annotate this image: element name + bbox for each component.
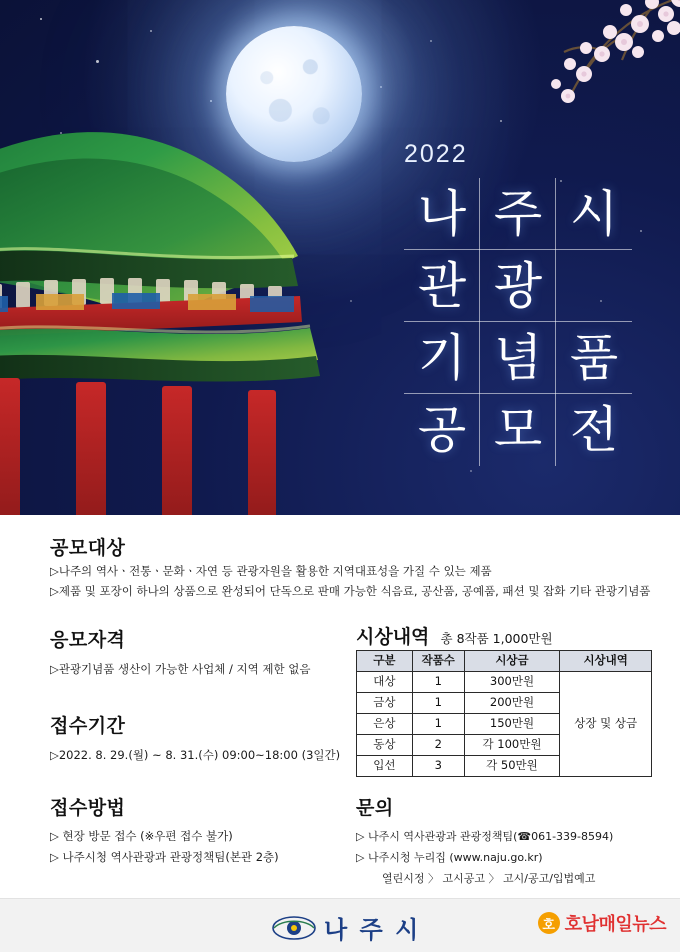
qualification-line-1: ▷관광기념품 생산이 가능한 사업체 / 지역 제한 없음 xyxy=(50,662,311,676)
title-char-8: 념 xyxy=(480,322,556,394)
hanok-temple-roof-illustration xyxy=(0,60,450,515)
city-name-label: 나 주 시 xyxy=(324,916,421,944)
poster-title-grid xyxy=(404,178,632,466)
press-name-label: 호남매일뉴스 xyxy=(564,914,666,935)
method-line-1: ▷ 현장 방문 접수 (※우편 접수 불가) xyxy=(50,829,233,843)
target-line-1: ▷나주의 역사ㆍ전통ㆍ문화ㆍ자연 등 관광자원을 활용한 지역대표성을 가질 수 있는 제품 xyxy=(50,564,492,578)
awards-col-note: 시상내역 xyxy=(560,651,652,672)
press-logo xyxy=(538,910,666,936)
section-heading-period: 접수기간 xyxy=(50,715,126,737)
awards-col-amount: 시상금 xyxy=(464,651,560,672)
award-count: 1 xyxy=(412,693,464,714)
poster-year: 2022 xyxy=(404,140,468,168)
award-amount: 각 50만원 xyxy=(464,756,560,777)
title-char-10: 공 xyxy=(404,394,480,466)
award-amount: 200만원 xyxy=(464,693,560,714)
contact-line-1: ▷ 나주시 역사관광과 관광정책팀(☎061-339-8594) xyxy=(356,830,614,843)
award-count: 2 xyxy=(412,735,464,756)
title-char-7: 기 xyxy=(404,322,480,394)
award-grade: 대상 xyxy=(357,672,413,693)
award-count: 3 xyxy=(412,756,464,777)
award-merged-note: 상장 및 상금 xyxy=(560,672,652,777)
awards-col-count: 작품수 xyxy=(412,651,464,672)
title-char-3: 시 xyxy=(556,178,632,250)
awards-heading-text: 시상내역 xyxy=(356,626,430,648)
section-heading-awards xyxy=(356,622,553,649)
award-amount: 300만원 xyxy=(464,672,560,693)
table-row xyxy=(357,672,652,693)
award-amount: 각 100만원 xyxy=(464,735,560,756)
award-amount: 150만원 xyxy=(464,714,560,735)
method-line-2: ▷ 나주시청 역사관광과 관광정책팀(본관 2층) xyxy=(50,850,279,864)
target-line-2: ▷제품 및 포장이 하나의 상품으로 완성되어 단독으로 판매 가능한 식음료, 공산품, 공예품, 패션 및 잡화 기타 관광기념품 xyxy=(50,584,651,598)
naju-city-logo xyxy=(272,910,420,945)
naju-emblem-icon xyxy=(272,913,316,943)
contact-line-2: ▷ 나주시청 누리집 (www.naju.go.kr) xyxy=(356,851,543,864)
award-grade: 금상 xyxy=(357,693,413,714)
awards-col-grade: 구분 xyxy=(357,651,413,672)
title-char-2: 주 xyxy=(480,178,556,250)
title-char-9: 품 xyxy=(556,322,632,394)
title-char-11: 모 xyxy=(480,394,556,466)
section-heading-target: 공모대상 xyxy=(50,537,126,559)
poster-details xyxy=(0,515,680,952)
section-heading-method: 접수방법 xyxy=(50,797,126,819)
award-grade: 동상 xyxy=(357,735,413,756)
title-char-5: 광 xyxy=(480,250,556,322)
contact-line-3: 열린시정 〉 고시공고 〉 고시/공고/입법예고 xyxy=(382,872,596,885)
press-mark-icon: 호 xyxy=(538,912,560,934)
awards-table xyxy=(356,650,652,777)
award-grade: 입선 xyxy=(357,756,413,777)
section-heading-qualification: 응모자격 xyxy=(50,629,126,651)
title-char-4: 관 xyxy=(404,250,480,322)
award-count: 1 xyxy=(412,672,464,693)
section-heading-contact: 문의 xyxy=(356,797,394,819)
title-char-6 xyxy=(556,250,632,322)
awards-subtitle: 총 8작품 1,000만원 xyxy=(440,631,553,646)
title-char-12: 전 xyxy=(569,401,619,459)
period-line-1: ▷2022. 8. 29.(월) ~ 8. 31.(수) 09:00~18:00 (3일간) xyxy=(50,748,341,762)
cherry-blossom-branch-icon xyxy=(426,0,680,142)
award-count: 1 xyxy=(412,714,464,735)
award-grade: 은상 xyxy=(357,714,413,735)
title-char-1: 나 xyxy=(404,178,480,250)
awards-table-header-row xyxy=(357,651,652,672)
